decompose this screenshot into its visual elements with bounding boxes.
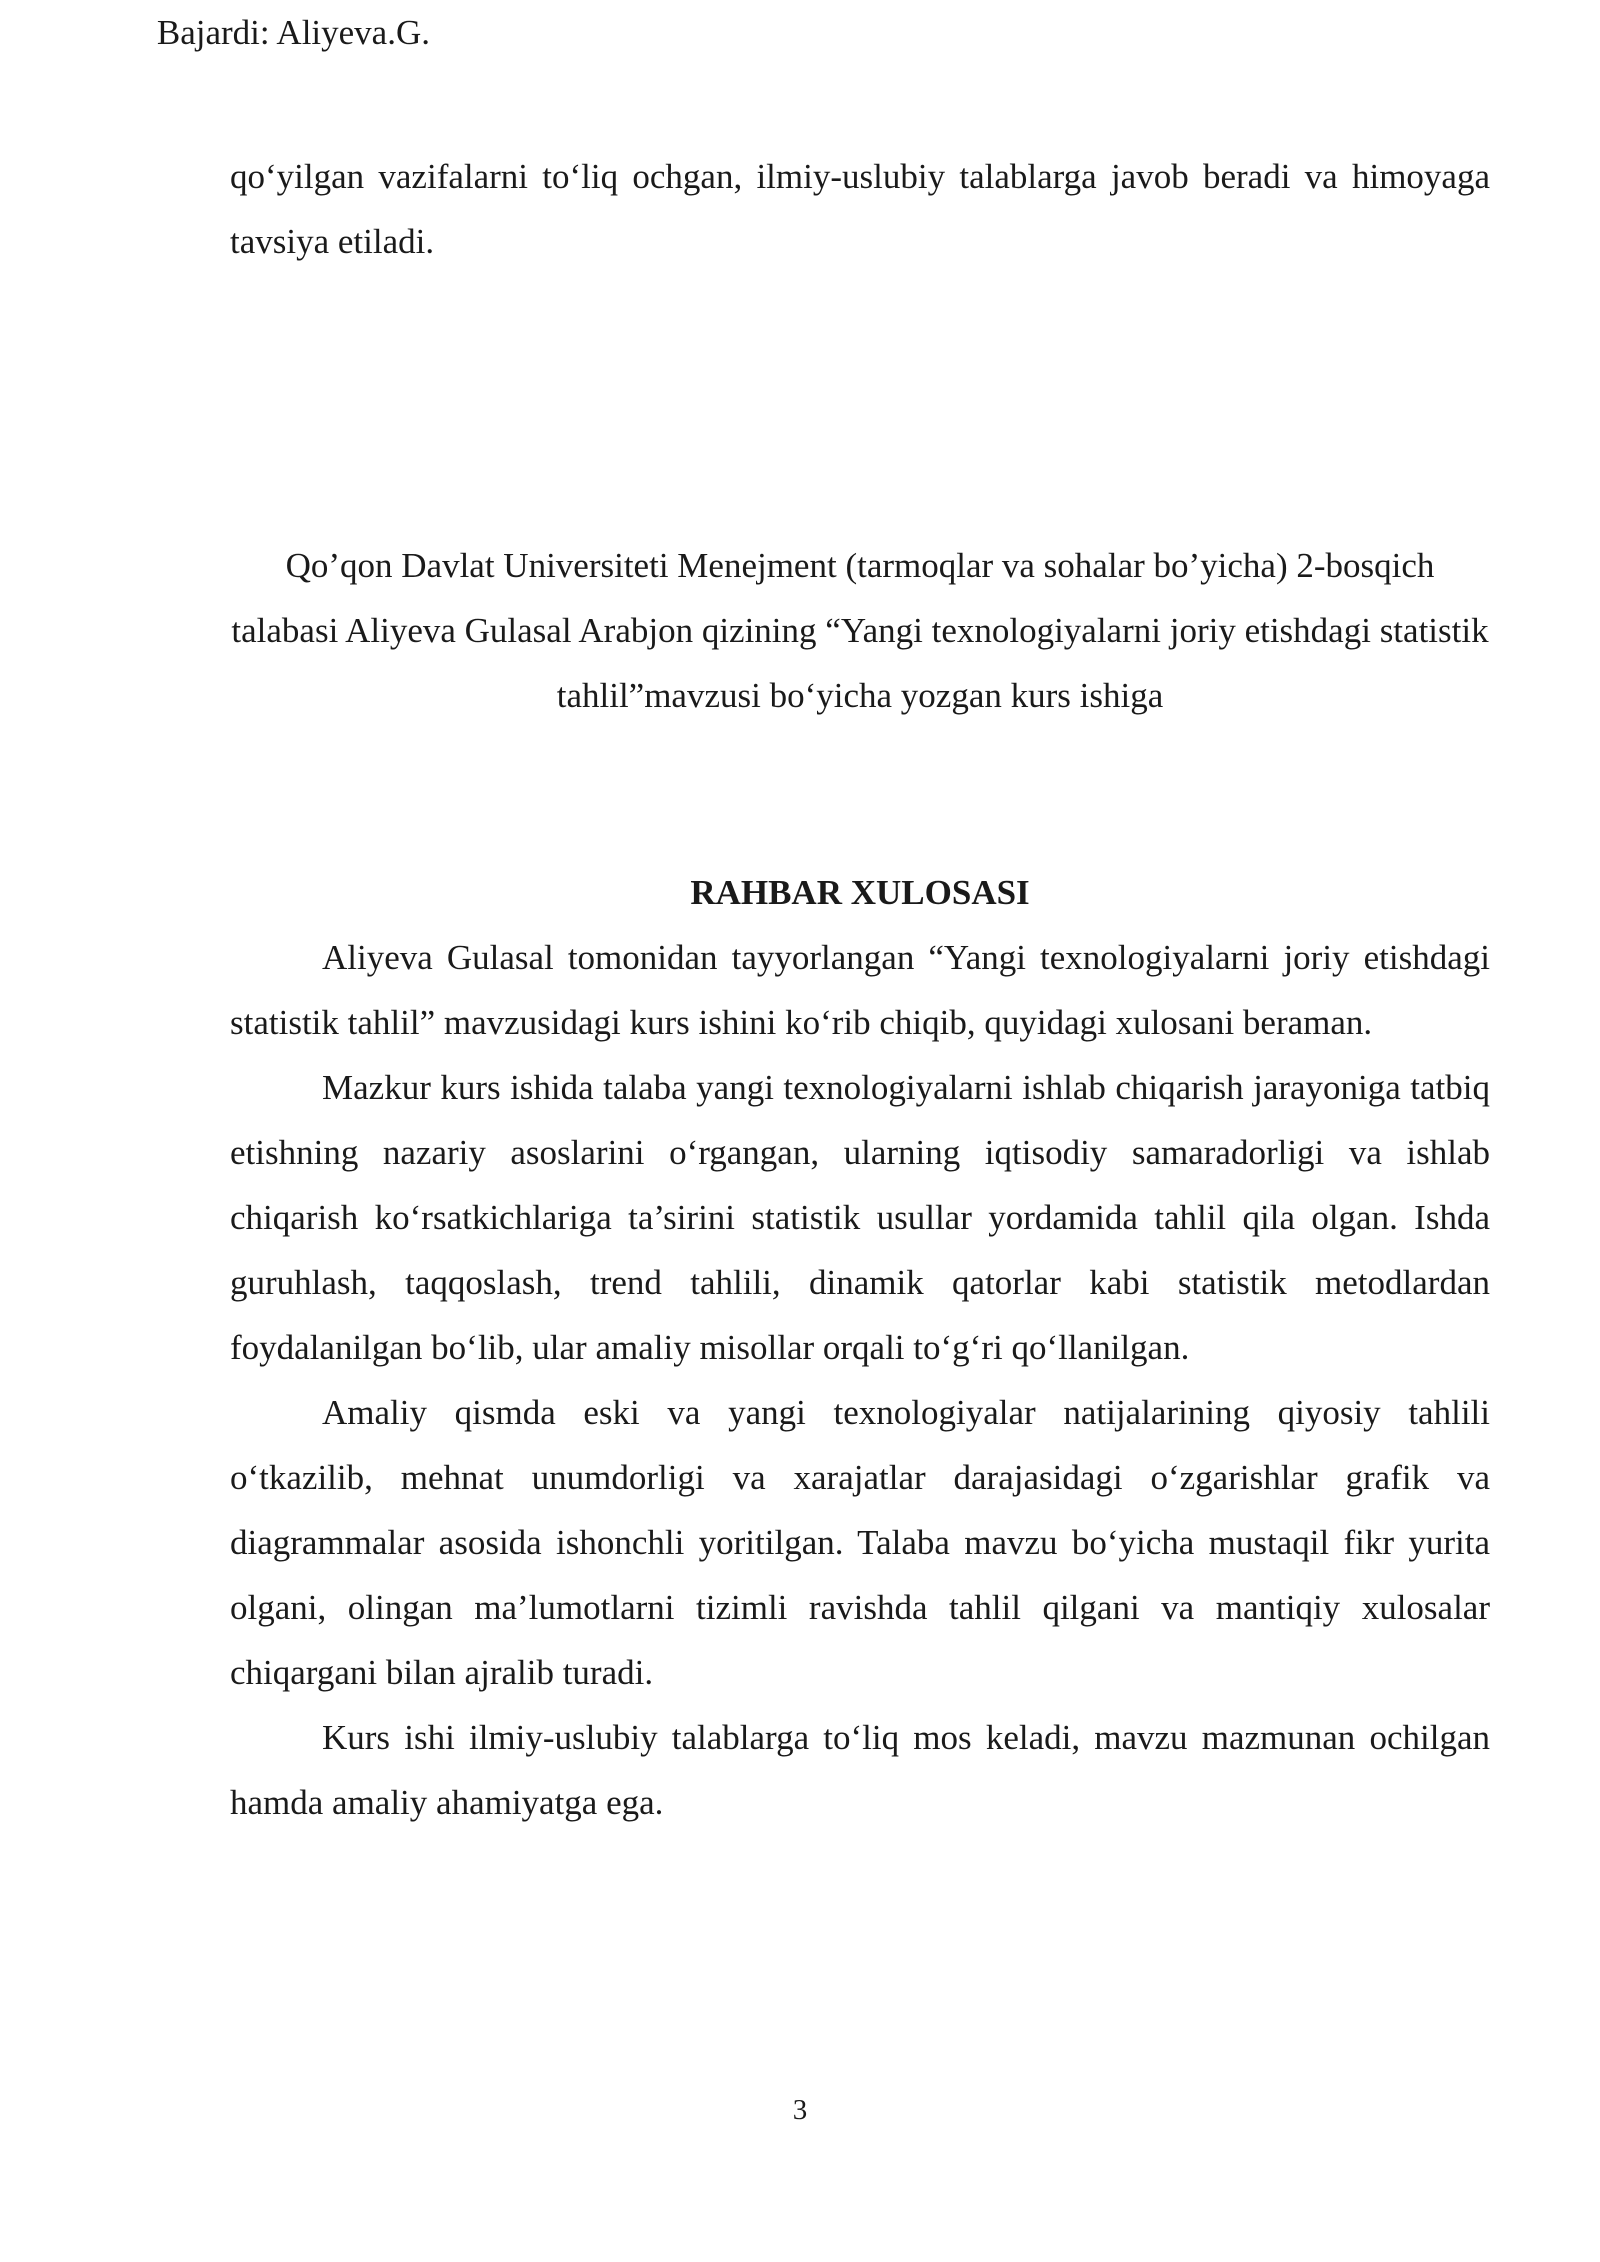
body-paragraph: Mazkur kurs ishida talaba yangi texnologiyalarni ishlab chiqarish jarayoniga tatbiq etishning nazariy asoslarini o‘rgangan, ularning iqtisodiy samaradorligi va ishlab chiqarish ko‘rsatkichlariga ta’sirini statistik usullar yordamida tahlil qila olgan. Ishda guruhlash, taqqoslash, trend tahlili, dinamik qatorlar kabi statistik metodlardan foydalanilgan bo‘lib, ular amaliy misollar orqali to‘g‘ri qo‘llanilgan. xyxy=(230,1068,1490,1367)
section-heading: RAHBAR XULOSASI xyxy=(690,873,1030,912)
body-paragraph: Kurs ishi ilmiy-uslubiy talablarga to‘liq mos keladi, mavzu mazmunan ochilgan hamda amaliy ahamiyatga ega. xyxy=(230,1718,1490,1822)
page-number: 3 xyxy=(792,2094,808,2126)
signature-line: Bajardi: Aliyeva.G. xyxy=(156,13,430,52)
conclusion-body xyxy=(230,925,1490,1835)
continuation-paragraph xyxy=(230,144,1490,274)
body-paragraph: Amaliy qismda eski va yangi texnologiyalar natijalarining qiyosiy tahlili o‘tkazilib, mehnat unumdorligi va xarajatlar darajasidagi o‘zgarishlar grafik va diagrammalar asosida ishonchli yoritilgan. Talaba mavzu bo‘yicha mustaqil fikr yurita olgani, olingan ma’lumotlarni tizimli ravishda tahlil qilgani va mantiqiy xulosalar chiqargani bilan ajralib turadi. xyxy=(230,1393,1490,1692)
intro-paragraph: Qo’qon Davlat Universiteti Menejment (tarmoqlar va sohalar bo’yicha) 2-bosqich talabasi Aliyeva Gulasal Arabjon qizining “Yangi texnologiyalarni joriy etishdagi statistik tahlil”mavzusi bo‘yicha yozgan kurs ishiga xyxy=(231,546,1489,715)
continuation-paragraph-text: qo‘yilgan vazifalarni to‘liq ochgan, ilmiy-uslubiy talablarga javob beradi va himoyaga tavsiya etiladi. xyxy=(230,157,1490,261)
body-paragraph: Aliyeva Gulasal tomonidan tayyorlangan “Yangi texnologiyalarni joriy etishdagi statistik tahlil” mavzusidagi kurs ishini ko‘rib chiqib, quyidagi xulosani beraman. xyxy=(230,938,1490,1042)
